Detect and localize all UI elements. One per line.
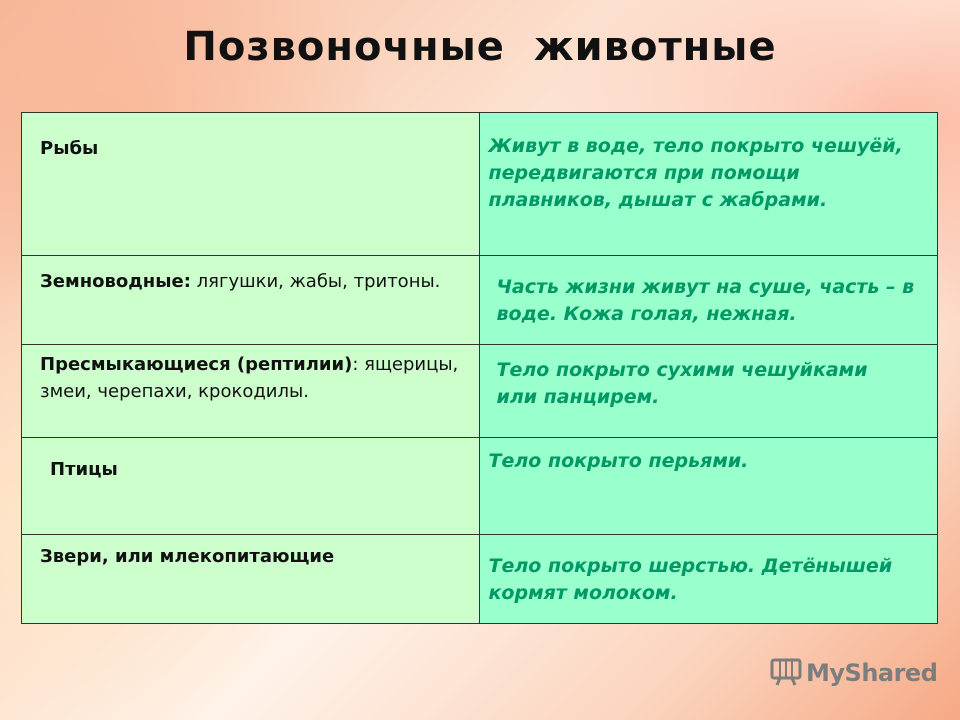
projector-screen-icon — [770, 655, 802, 691]
animal-group-cell — [22, 345, 480, 438]
description-cell — [479, 438, 937, 535]
animal-group-description: Живут в воде, тело покрыто чешуёй, передвигаются при помощи плавников, дышат с жабрами. — [488, 135, 903, 211]
animal-group-name: Пресмыкающиеся (рептилии) — [40, 354, 353, 375]
table-row — [22, 535, 938, 624]
description-cell — [479, 113, 937, 256]
myshared-logo-text: MyShared — [806, 659, 938, 687]
animal-group-description: Часть жизни живут на суше, часть – в воде. Кожа голая, нежная. — [496, 276, 915, 325]
table-row — [22, 113, 938, 256]
animal-group-description: Тело покрыто шерстью. Детёнышей кормят молоком. — [488, 555, 893, 604]
table-row — [22, 256, 938, 345]
animal-group-examples: лягушки, жабы, тритоны. — [190, 271, 441, 292]
animal-group-description: Тело покрыто перьями. — [488, 450, 749, 472]
vertebrates-table — [21, 112, 938, 624]
description-cell — [479, 535, 937, 624]
animal-group-cell — [22, 113, 480, 256]
animal-group-name: Рыбы — [40, 138, 99, 159]
animal-group-description: Тело покрыто сухими чешуйками или панцирем. — [496, 359, 868, 408]
description-cell — [479, 345, 937, 438]
table-row — [22, 438, 938, 535]
animal-group-name: Земноводные: — [40, 271, 191, 292]
table-row — [22, 345, 938, 438]
animal-group-cell — [22, 256, 480, 345]
animal-group-examples: : ящерицы, змеи, черепахи, крокодилы. — [40, 354, 459, 402]
animal-group-cell — [22, 535, 480, 624]
description-cell — [479, 256, 937, 345]
page-title: Позвоночные животные — [183, 24, 777, 70]
animal-group-cell — [22, 438, 480, 535]
animal-group-name: Птицы — [50, 459, 118, 480]
myshared-logo — [770, 656, 937, 690]
animal-group-name: Звери, или млекопитающие — [40, 546, 335, 567]
